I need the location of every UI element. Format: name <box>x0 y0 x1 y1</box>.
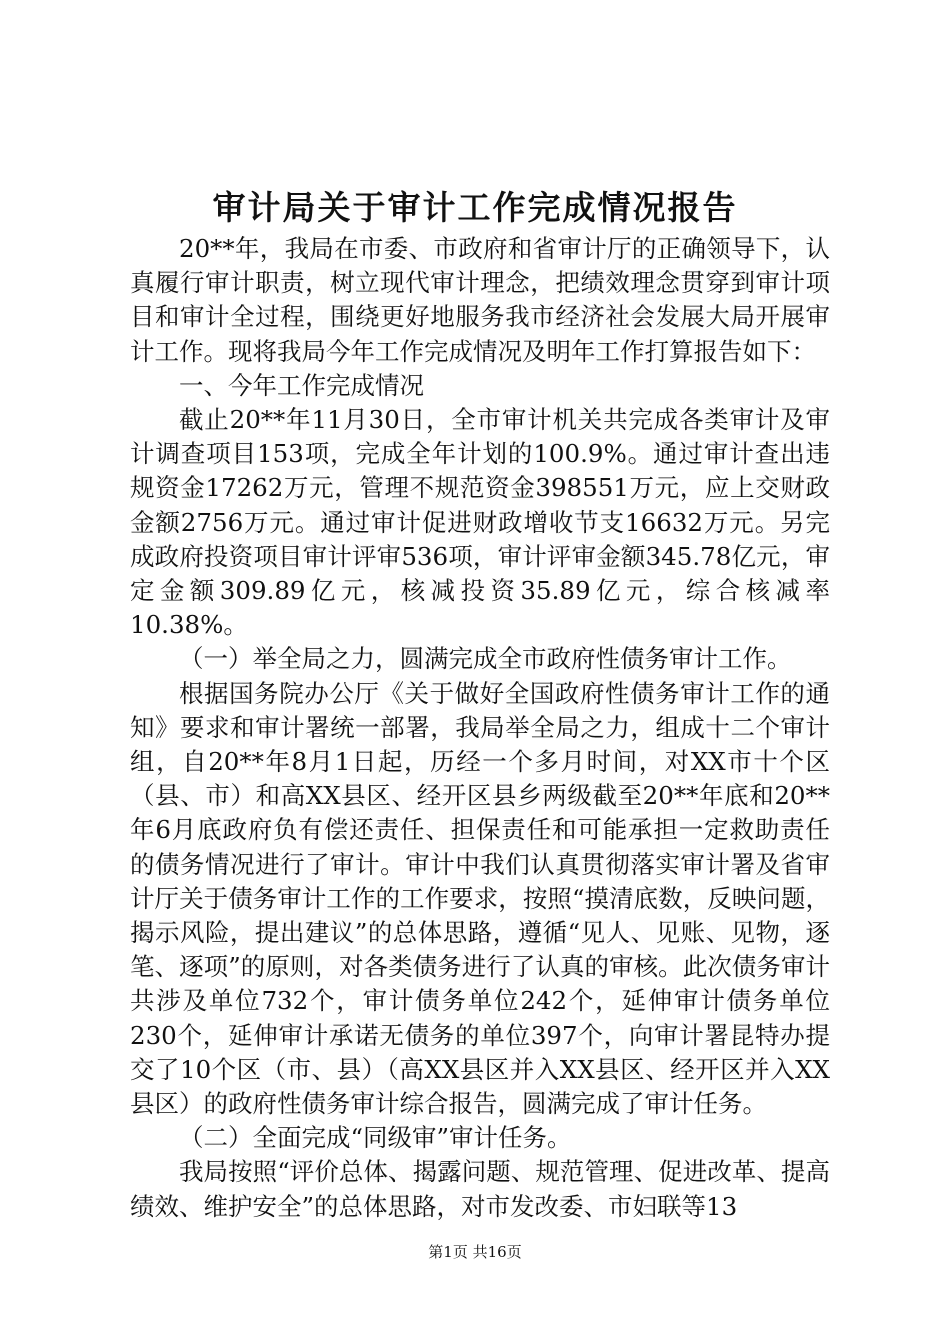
paragraph-intro: 20**年，我局在市委、市政府和省审计厅的正确领导下，认真履行审计职责，树立现代审计理念，把绩效理念贯穿到审计项目和审计全过程，围绕更好地服务我市经济社会发展大局开展审计工作。现将我局今年工作完成情况及明年工作打算报告如下： <box>130 234 830 366</box>
paragraph-summary: 截止20**年11月30日，全市审计机关共完成各类审计及审计调查项目153项，完成全年计划的100.9%。通过审计查出违规资金17262万元，管理不规范资金398551万元，应上交财政金额2756万元。通过审计促进财政增收节支16632万元。另完成政府投资项目审计评审536项，审计评审金额345.78亿元，审定金额309.89亿元，核减投资35.89亿元，综合核减率10.38%。 <box>130 405 830 640</box>
paragraph-debt-audit: 根据国务院办公厅《关于做好全国政府性债务审计工作的通知》要求和审计署统一部署，我局举全局之力，组成十二个审计组，自20**年8月1日起，历经一个多月时间，对XX市十个区（县、市）和高XX县区、经开区县乡两级截至20**年底和20**年6月底政府负有偿还责任、担保责任和可能承担一定救助责任的债务情况进行了审计。审计中我们认真贯彻落实审计署及省审计厅关于债务审计工作的工作要求，按照“摸清底数，反映问题，揭示风险，提出建议”的总体思路，遵循“见人、见账、见物，逐笔、逐项”的原则，对各类债务进行了认真的审核。此次债务审计共涉及单位732个，审计债务单位242个，延伸审计债务单位230个，延伸审计承诺无债务的单位397个，向审计署昆特办提交了10个区（市、县）（高XX县区并入XX县区、经开区并入XX县区）的政府性债务审计综合报告，圆满完成了审计任务。 <box>130 678 830 1119</box>
subsection-heading-1: （一）举全局之力，圆满完成全市政府性债务审计工作。 <box>179 644 792 674</box>
document-body <box>130 232 830 1224</box>
paragraph-same-level-audit: 我局按照“评价总体、揭露问题、规范管理、促进改革、提高绩效、维护安全”的总体思路，对市发改委、市妇联等13 <box>130 1157 830 1221</box>
document-title: 审计局关于审计工作完成情况报告 <box>212 188 738 227</box>
page-number: 第1页 共16页 <box>428 1243 522 1261</box>
section-heading-1: 一、今年工作完成情况 <box>179 370 424 400</box>
subsection-heading-2: （二）全面完成“同级审”审计任务。 <box>179 1123 572 1153</box>
